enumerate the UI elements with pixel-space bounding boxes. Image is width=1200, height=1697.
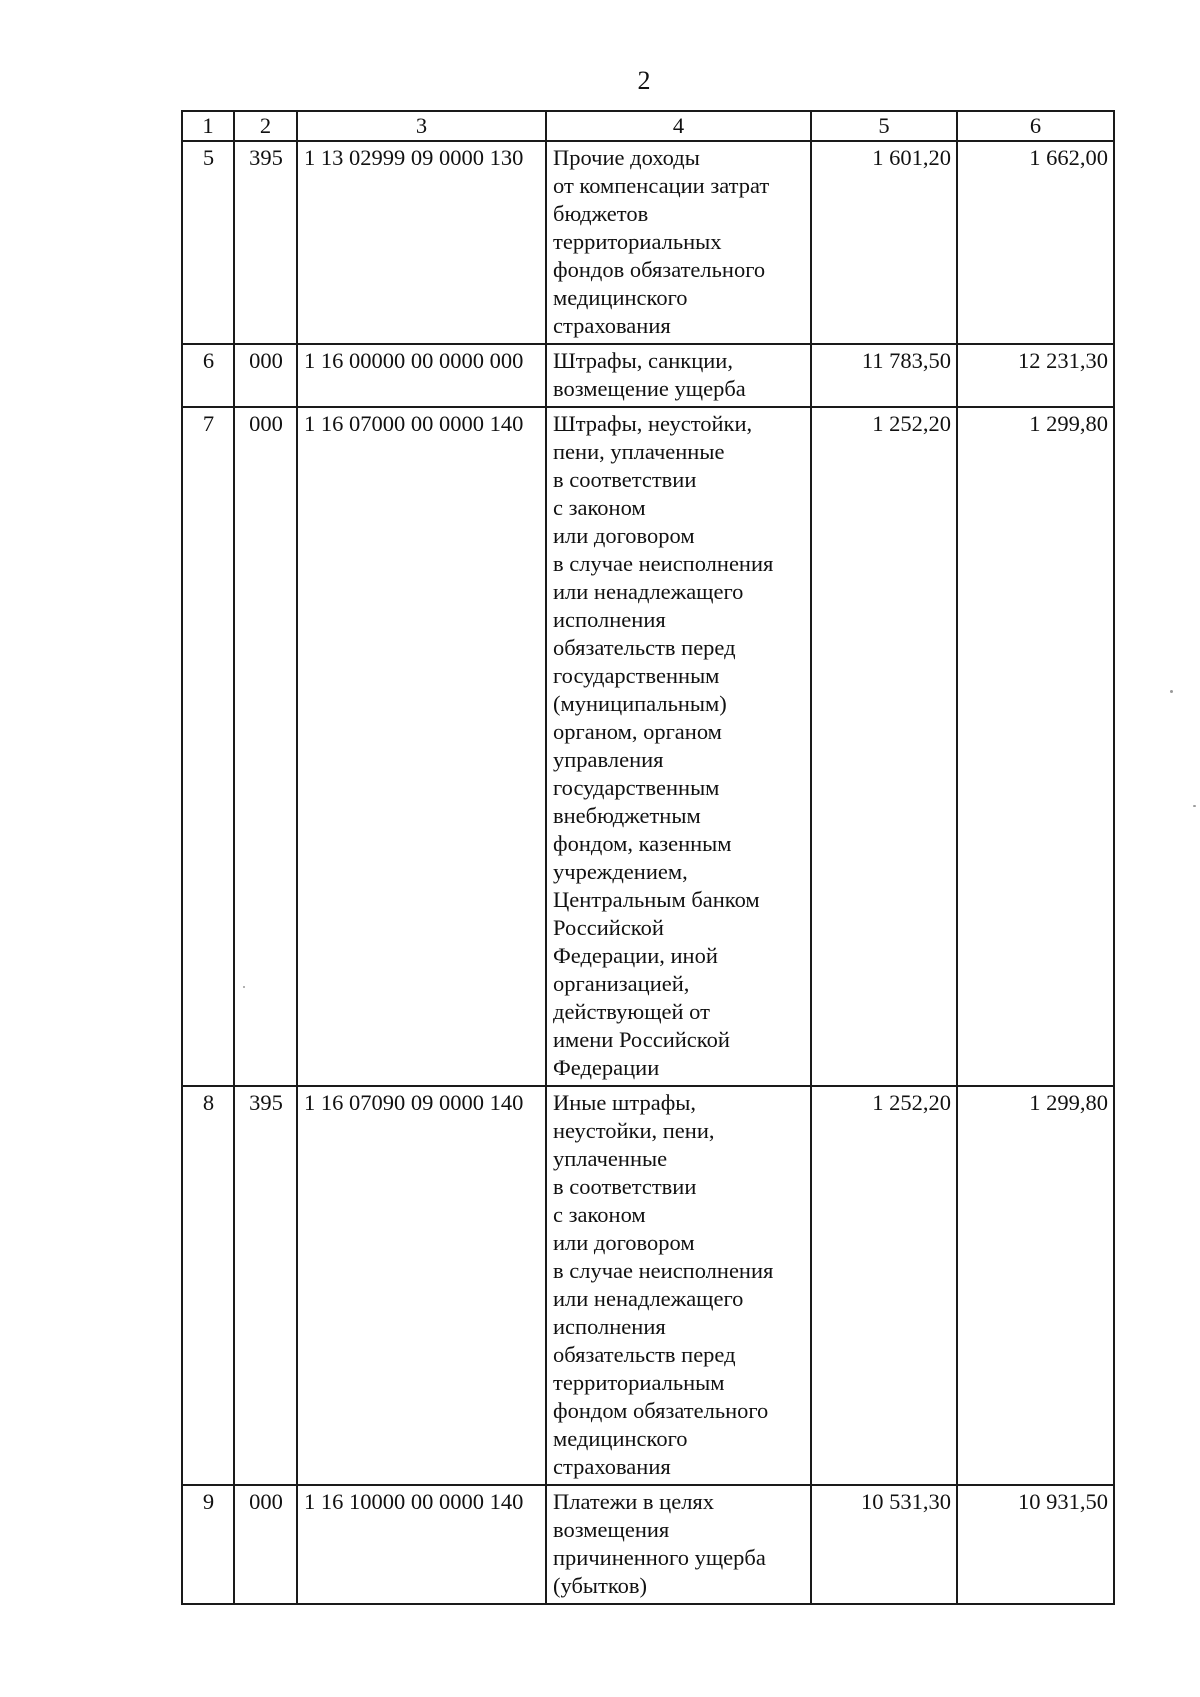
revenue-name-line: имени Российской	[553, 1027, 730, 1052]
revenue-code-cell: 1 16 07000 00 0000 140	[297, 407, 546, 1086]
revenue-name-line: Федерации, иной	[553, 943, 718, 968]
revenue-code-cell: 1 16 00000 00 0000 000	[297, 344, 546, 407]
amount-col6-cell: 10 931,50	[957, 1485, 1114, 1604]
amount-col5-cell: 1 601,20	[811, 141, 957, 344]
revenue-name-line: Прочие доходы	[553, 145, 700, 170]
revenue-name-line: Штрафы, неустойки,	[553, 411, 753, 436]
revenue-name-line: обязательств перед	[553, 635, 736, 660]
revenue-name-line: территориальным	[553, 1370, 725, 1395]
page-number: 2	[637, 66, 651, 95]
table-row	[182, 344, 1114, 407]
row-number-cell: 7	[182, 407, 234, 1086]
amount-col6-cell: 12 231,30	[957, 344, 1114, 407]
row-number-cell: 8	[182, 1086, 234, 1485]
admin-code-cell: 000	[234, 344, 297, 407]
revenue-name-line: действующей от	[553, 999, 710, 1024]
revenue-name-line: возмещение ущерба	[553, 376, 746, 401]
table-row	[182, 407, 1114, 1086]
revenue-name-line: уплаченные	[553, 1146, 668, 1171]
revenue-name-line: внебюджетным	[553, 803, 701, 828]
revenue-name-line: учреждением,	[553, 859, 688, 884]
revenue-name-line: или договором	[553, 523, 695, 548]
revenue-name-line: организацией,	[553, 971, 690, 996]
scan-speck	[1170, 690, 1173, 693]
scan-speck	[1193, 805, 1196, 807]
revenue-name-line: территориальных	[553, 229, 722, 254]
revenue-name-line: органом, органом	[553, 719, 722, 744]
revenue-name-line: или ненадлежащего	[553, 1286, 744, 1311]
amount-col6-cell: 1 662,00	[957, 141, 1114, 344]
amount-col5-cell: 10 531,30	[811, 1485, 957, 1604]
scan-speck	[243, 986, 245, 988]
admin-code-cell: 000	[234, 1485, 297, 1604]
row-number-cell: 6	[182, 344, 234, 407]
revenue-name-line: Платежи в целях	[553, 1489, 715, 1514]
revenue-name-line: бюджетов	[553, 201, 649, 226]
revenue-name-cell	[546, 1086, 811, 1485]
revenue-name-line: в соответствии	[553, 1174, 697, 1199]
column-header: 2	[234, 111, 297, 141]
revenue-name-line: Штрафы, санкции,	[553, 348, 733, 373]
row-number-cell: 5	[182, 141, 234, 344]
table-row	[182, 1485, 1114, 1604]
amount-col5-cell: 1 252,20	[811, 407, 957, 1086]
revenue-name-line: или договором	[553, 1230, 695, 1255]
revenue-name-line: страхования	[553, 313, 671, 338]
revenue-name-line: с законом	[553, 1202, 646, 1227]
admin-code-cell: 395	[234, 141, 297, 344]
budget-revenue-table	[181, 110, 1115, 1605]
admin-code-cell: 000	[234, 407, 297, 1086]
revenue-name-line: с законом	[553, 495, 646, 520]
revenue-name-line: медицинского	[553, 1426, 688, 1451]
row-number-cell: 9	[182, 1485, 234, 1604]
table-row	[182, 141, 1114, 344]
revenue-code-cell: 1 13 02999 09 0000 130	[297, 141, 546, 344]
revenue-name-line: в случае неисполнения	[553, 1258, 774, 1283]
amount-col5-cell: 11 783,50	[811, 344, 957, 407]
revenue-name-line: государственным	[553, 775, 720, 800]
column-number-row	[182, 111, 1114, 141]
column-header: 6	[957, 111, 1114, 141]
column-header: 4	[546, 111, 811, 141]
revenue-name-line: причиненного ущерба	[553, 1545, 766, 1570]
revenue-name-line: Российской	[553, 915, 664, 940]
column-header: 5	[811, 111, 957, 141]
revenue-name-line: страхования	[553, 1454, 671, 1479]
revenue-name-line: медицинского	[553, 285, 688, 310]
revenue-name-line: в соответствии	[553, 467, 697, 492]
amount-col6-cell: 1 299,80	[957, 407, 1114, 1086]
revenue-name-line: фондом обязательного	[553, 1398, 769, 1423]
column-header: 3	[297, 111, 546, 141]
revenue-name-line: или ненадлежащего	[553, 579, 744, 604]
revenue-name-line: фондов обязательного	[553, 257, 766, 282]
revenue-name-line: от компенсации затрат	[553, 173, 770, 198]
revenue-name-line: обязательств перед	[553, 1342, 736, 1367]
revenue-name-cell	[546, 344, 811, 407]
revenue-code-cell: 1 16 10000 00 0000 140	[297, 1485, 546, 1604]
table-row	[182, 1086, 1114, 1485]
revenue-code-cell: 1 16 07090 09 0000 140	[297, 1086, 546, 1485]
revenue-name-line: пени, уплаченные	[553, 439, 725, 464]
revenue-name-line: (муниципальным)	[553, 691, 727, 716]
revenue-name-line: неустойки, пени,	[553, 1118, 715, 1143]
revenue-name-line: в случае неисполнения	[553, 551, 774, 576]
revenue-name-line: фондом, казенным	[553, 831, 732, 856]
revenue-name-line: управления	[553, 747, 664, 772]
column-header: 1	[182, 111, 234, 141]
revenue-name-line: государственным	[553, 663, 720, 688]
revenue-name-cell	[546, 407, 811, 1086]
revenue-name-line: Иные штрафы,	[553, 1090, 697, 1115]
amount-col5-cell: 1 252,20	[811, 1086, 957, 1485]
revenue-name-line: Центральным банком	[553, 887, 760, 912]
revenue-name-line: Федерации	[553, 1055, 660, 1080]
amount-col6-cell: 1 299,80	[957, 1086, 1114, 1485]
admin-code-cell: 395	[234, 1086, 297, 1485]
revenue-name-line: возмещения	[553, 1517, 670, 1542]
revenue-name-line: исполнения	[553, 607, 666, 632]
revenue-name-line: (убытков)	[553, 1573, 647, 1598]
revenue-name-cell	[546, 141, 811, 344]
revenue-name-line: исполнения	[553, 1314, 666, 1339]
table-body	[182, 141, 1114, 1604]
revenue-name-cell	[546, 1485, 811, 1604]
